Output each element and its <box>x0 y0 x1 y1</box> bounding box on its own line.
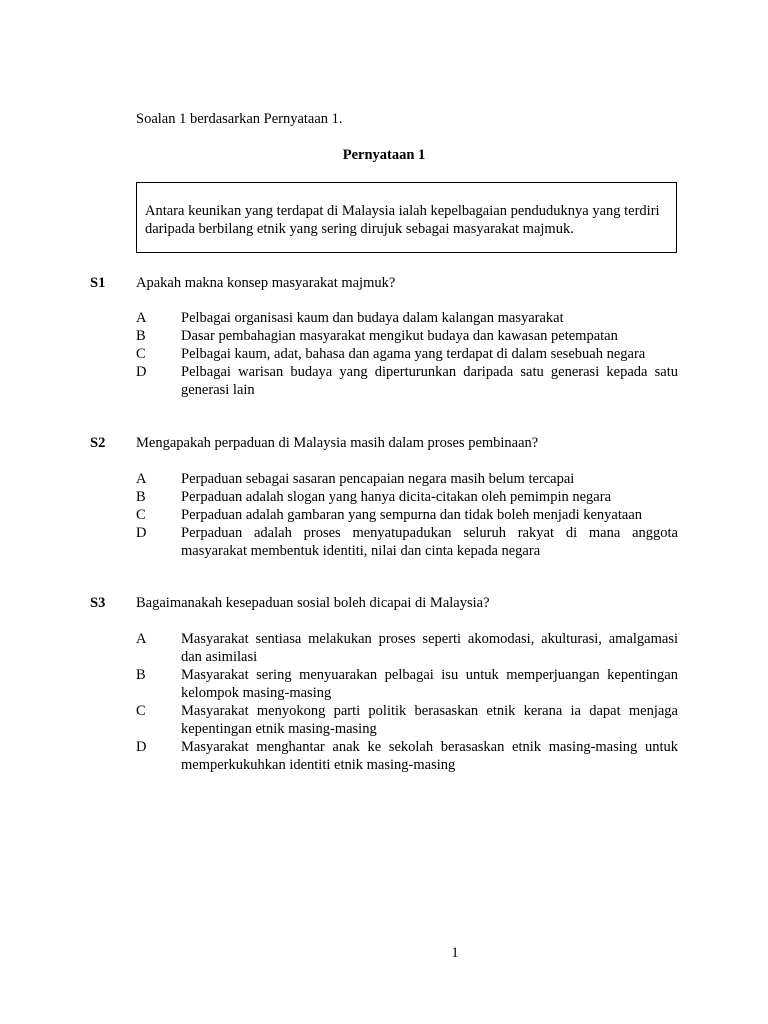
option-letter: D <box>136 525 147 541</box>
options-s3 <box>0 630 768 774</box>
option-a <box>0 470 768 488</box>
option-letter: A <box>136 471 147 487</box>
question-number: S3 <box>90 595 106 611</box>
statement-box <box>136 182 677 253</box>
intro-text: Soalan 1 berdasarkan Pernyataan 1. <box>136 111 343 127</box>
option-b <box>0 666 768 702</box>
option-c <box>0 345 768 363</box>
option-letter: A <box>136 310 147 326</box>
option-a <box>0 309 768 327</box>
option-d <box>0 738 768 774</box>
option-c <box>0 506 768 524</box>
option-b <box>0 488 768 506</box>
question-number: S1 <box>90 275 106 291</box>
question-text: Apakah makna konsep masyarakat majmuk? <box>136 275 396 291</box>
option-a <box>0 630 768 666</box>
option-letter: D <box>136 739 147 755</box>
statement-body: Antara keunikan yang terdapat di Malaysia ialah kepelbagaian penduduknya yang terdiri daripada berbilang etnik yang sering dirujuk sebagai masyarakat majmuk. <box>145 203 660 237</box>
question-text: Mengapakah perpaduan di Malaysia masih dalam proses pembinaan? <box>136 435 539 451</box>
option-text: Dasar pembahagian masyarakat mengikut budaya dan kawasan petempatan <box>181 328 618 344</box>
option-letter: C <box>136 507 146 523</box>
option-text: Perpaduan adalah proses menyatupadukan seluruh rakyat di mana anggota masyarakat membentuk identiti, nilai dan cinta kepada negara <box>181 525 678 559</box>
option-text: Masyarakat sentiasa melakukan proses seperti akomodasi, akulturasi, amalgamasi dan asimilasi <box>181 631 678 665</box>
option-text: Perpaduan adalah gambaran yang sempurna dan tidak boleh menjadi kenyataan <box>181 507 643 523</box>
option-text: Perpaduan adalah slogan yang hanya dicita-citakan oleh pemimpin negara <box>181 489 612 505</box>
question-number: S2 <box>90 435 106 451</box>
option-text: Masyarakat menghantar anak ke sekolah berasaskan etnik masing-masing untuk memperkukuhkan identiti etnik masing-masing <box>181 739 678 773</box>
question-text: Bagaimanakah kesepaduan sosial boleh dicapai di Malaysia? <box>136 595 490 611</box>
option-b <box>0 327 768 345</box>
option-letter: C <box>136 346 146 362</box>
options-s1 <box>0 309 768 399</box>
option-letter: C <box>136 703 146 719</box>
option-letter: B <box>136 328 146 344</box>
option-letter: B <box>136 489 146 505</box>
option-d <box>0 524 768 560</box>
option-text: Masyarakat sering menyuarakan pelbagai isu untuk memperjuangan kepentingan kelompok masing-masing <box>181 667 678 701</box>
option-d <box>0 363 768 399</box>
options-s2 <box>0 470 768 560</box>
option-text: Masyarakat menyokong parti politik berasaskan etnik kerana ia dapat menjaga kepentingan etnik masing-masing <box>181 703 678 737</box>
page-number: 1 <box>451 945 459 961</box>
option-c <box>0 702 768 738</box>
option-text: Pelbagai organisasi kaum dan budaya dalam kalangan masyarakat <box>181 310 564 326</box>
option-text: Pelbagai kaum, adat, bahasa dan agama yang terdapat di dalam sesebuah negara <box>181 346 646 362</box>
statement-title: Pernyataan 1 <box>342 147 426 163</box>
option-letter: B <box>136 667 146 683</box>
option-text: Pelbagai warisan budaya yang diperturunkan daripada satu generasi kepada satu generasi lain <box>181 364 678 398</box>
option-letter: D <box>136 364 147 380</box>
option-text: Perpaduan sebagai sasaran pencapaian negara masih belum tercapai <box>181 471 575 487</box>
option-letter: A <box>136 631 147 647</box>
